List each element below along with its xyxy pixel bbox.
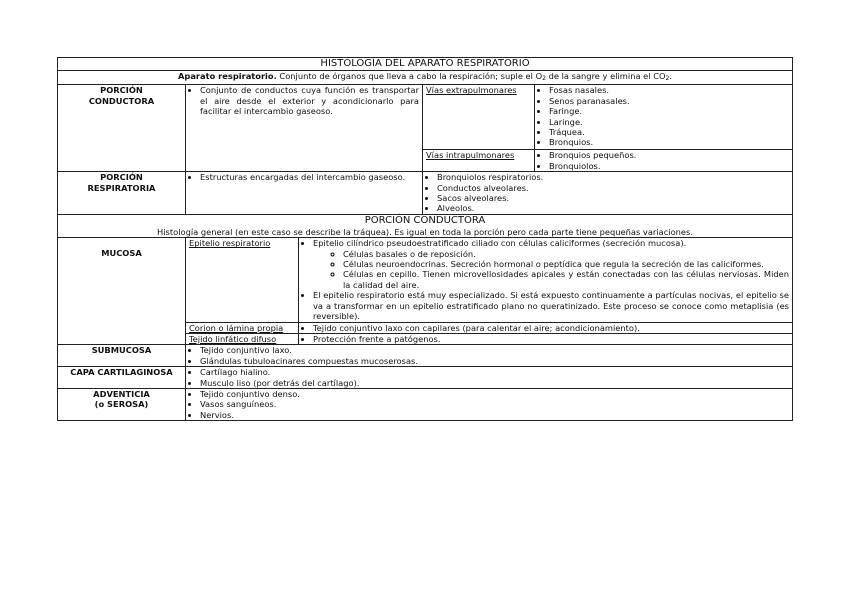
intro-sub-a: 2 [542,75,546,82]
respiratoria-list-cell [423,172,793,215]
intrapulmonares-label: Vías intrapulmonares [426,150,515,161]
intrapulmonares-list-cell [535,150,793,172]
list-item: • Glándulas tubuloacinares compuestas mucoserosas. [200,356,789,366]
list-item: • Bronquiolos respiratorios. [437,172,789,182]
submucosa-content [186,345,793,367]
linfatico-content [299,333,793,344]
intro-text-b: de la sangre y elimina el CO [545,71,666,81]
adventicia-content [186,388,793,420]
list-item: • Protección frente a patógenos. [313,334,789,344]
list-item: • Musculo liso (por detrás del cartílago). [200,378,789,388]
conductora-label-2: CONDUCTORA [88,95,155,106]
list-item: • Laringe. [549,117,789,127]
corion-label-cell [186,322,299,333]
list-item: ◦ Células basales o de reposición. [343,249,789,259]
list-item: • Cartílago hialino. [200,367,789,377]
intro-sub-b: 2 [665,75,670,82]
section2-title: PORCIÓN CONDUCTORA [364,214,486,226]
respiratoria-label [58,172,186,215]
epitelio-label-cell [186,238,299,322]
cartilaginosa-content [186,367,793,389]
epitelio-main [313,238,789,290]
list-item: • Tráquea. [549,127,789,137]
extrapulmonares-list-cell [535,85,793,150]
conductora-label [58,85,186,172]
list-item: • Nervios. [200,410,789,420]
histology-table [57,57,793,421]
intro-text-a: Conjunto de órganos que lleva a cabo la respiración; suple el O [276,71,543,81]
epitelio-main-text: Epitelio cilíndrico pseudoestratificado ciliado con células caliciformes (secreción mucosa). [313,238,687,249]
corion-content [299,322,793,333]
epitelio-content [299,238,793,322]
intrapulmonares-cell [423,150,535,172]
document-page [57,57,792,421]
adventicia-label-1: ADVENTICIA [93,388,150,399]
submucosa-label: SUBMUCOSA [58,345,186,367]
corion-label: Corion o lámina propia [189,322,284,333]
epitelio-note: • El epitelio respiratorio está muy especializado. Si está expuesto continuamente a partículas nocivas, el epitelio se va a transformar en un epitelio estratificado plano no queratinizado. Este proceso se conoce como metaplisia (es reversible). [313,290,789,321]
respiratoria-label-2: RESPIRATORIA [87,182,156,193]
list-item: ◦ Células neuroendocrinas. Secreción hormonal o peptídica que regula la secreción de las caliciformes. [343,259,789,269]
section2-header [58,214,793,237]
table-title: HISTOLOGÍA DEL APARATO RESPIRATORIO [58,58,793,71]
list-item: • Conductos alveolares. [437,183,789,193]
conductora-label-1: PORCIÓN [100,85,143,96]
list-item: • Bronquiolos. [549,161,789,171]
respiratoria-label-1: PORCIÓN [100,172,143,183]
list-item: • Senos paranasales. [549,96,789,106]
conductora-definition: • Conjunto de conductos cuya función es transportar el aire desde el exterior y acondicionarlo para facilitar el intercambio gaseoso. [200,85,419,116]
extrapulmonares-cell [423,85,535,150]
list-item: • Faringe. [549,106,789,116]
intro-row [58,71,793,85]
extrapulmonares-label: Vías extrapulmonares [426,85,517,96]
list-item: • Tejido conjuntivo laxo con capilares (para calentar el aire; acondicionamiento). [313,323,789,333]
list-item: • Bronquios pequeños. [549,150,789,160]
list-item: • Sacos alveolares. [437,193,789,203]
intro-text-c: . [669,71,673,81]
linfatico-label-cell [186,333,299,344]
adventicia-label-2: (o SEROSA) [94,399,149,410]
epitelio-label: Epitelio respiratorio [189,238,271,249]
linfatico-label: Tejido linfático difuso [189,333,277,344]
list-item: ◦ Células en cepillo. Tienen microvellosidades apicales y están conectadas con las células nerviosas. Miden la calidad del aire. [343,269,789,290]
respiratoria-definition-cell [186,172,423,215]
list-item: • Tejido conjuntivo denso. [200,389,789,399]
list-item: • Bronquios. [549,137,789,147]
respiratoria-definition: • Estructuras encargadas del intercambio gaseoso. [200,172,419,182]
adventicia-label [58,388,186,420]
list-item: • Tejido conjuntivo laxo. [200,345,789,355]
mucosa-label: MUCOSA [58,238,186,345]
list-item: • Vasos sanguíneos. [200,399,789,409]
list-item: • Alveolos. [437,203,789,213]
cartilaginosa-label: CAPA CARTILAGINOSA [58,367,186,389]
section2-subtitle: Histología general (en este caso se describe la tráquea). Es igual en toda la porción pero cada parte tiene pequeñas variaciones. [157,226,693,237]
conductora-definition-cell [186,85,423,172]
list-item: • Fosas nasales. [549,85,789,95]
intro-bold: Aparato respiratorio. [177,71,277,81]
